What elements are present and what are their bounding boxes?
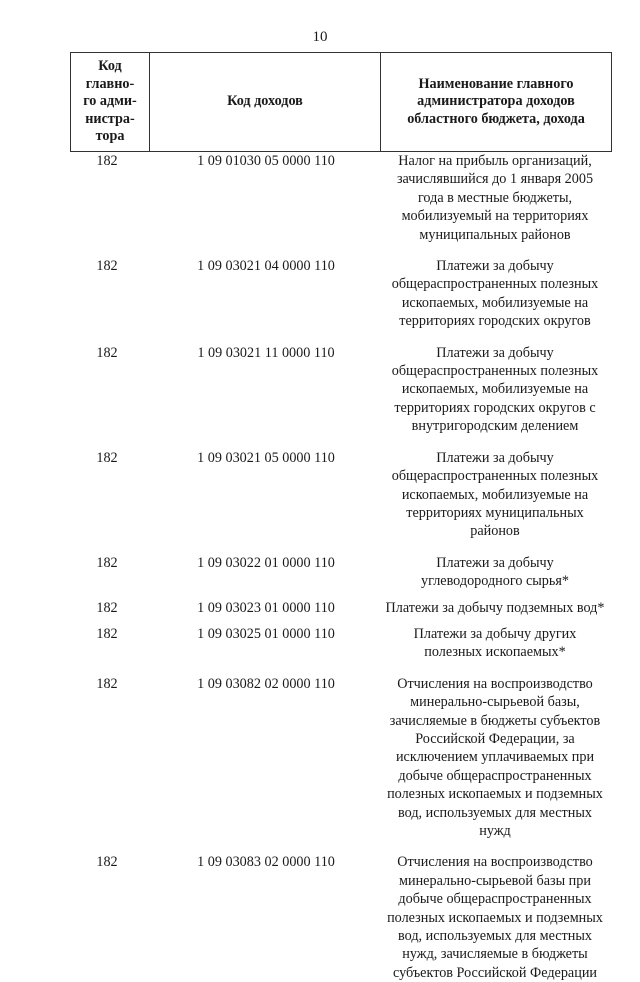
admin-code-cell: 182: [96, 854, 118, 871]
header-admin-code: [71, 53, 150, 152]
table-row: [71, 554, 612, 599]
table-row: [71, 599, 612, 625]
admin-code-cell: 182: [96, 599, 118, 616]
admin-code-cell: 182: [96, 153, 118, 169]
income-code-cell: 1 09 03025 01 0000 110: [197, 625, 335, 642]
admin-code-cell: 182: [96, 675, 118, 692]
income-name-cell: Платежи за добычу других полезных ископаемых*: [413, 625, 577, 661]
table-row: [71, 853, 612, 982]
income-name-cell: Платежи за добычу общераспространенных полезных ископаемых, мобилизуемые на территориях муниципальных районов: [391, 449, 599, 540]
admin-code-cell: 182: [96, 344, 118, 361]
income-name-cell: Налог на прибыль организаций, зачислявшийся до 1 января 2005 года в местные бюджеты, мобилизуемый на территориях муниципальных районов: [396, 153, 594, 243]
header-name: [381, 53, 612, 152]
income-code-cell: 1 09 03083 02 0000 110: [197, 854, 335, 871]
income-code-cell: 1 09 03021 11 0000 110: [197, 344, 335, 361]
income-code-cell: 1 09 01030 05 0000 110: [197, 153, 335, 169]
table-row: [71, 257, 612, 344]
header-name-text: Наименование главного администратора доходов областного бюджета, дохода: [407, 75, 585, 127]
table-row: [71, 675, 612, 854]
income-name-cell: Платежи за добычу общераспространенных полезных ископаемых, мобилизуемые на территориях городских округов: [391, 258, 599, 330]
income-code-cell: 1 09 03023 01 0000 110: [197, 599, 335, 616]
admin-code-cell: 182: [96, 258, 118, 275]
admin-code-cell: 182: [96, 625, 118, 642]
income-codes-table: [70, 52, 612, 982]
header-income-code-text: Код доходов: [227, 93, 303, 110]
header-admin-code-text: Код главно-го адми-нистра-тора: [83, 58, 137, 145]
income-code-cell: 1 09 03021 05 0000 110: [197, 449, 335, 466]
table-row: [71, 344, 612, 449]
table-row: [71, 152, 612, 258]
income-name-cell: Платежи за добычу углеводородного сырья*: [421, 554, 569, 590]
header-income-code: [150, 53, 381, 152]
table-row: [71, 449, 612, 554]
income-name-cell: Платежи за добычу общераспространенных полезных ископаемых, мобилизуемые на территориях городских округов с внутригородским делением: [391, 344, 599, 435]
table-row: [71, 625, 612, 675]
table-header-row: [71, 53, 612, 152]
income-name-cell: Отчисления на воспроизводство минерально-сырьевой базы, зачисляемые в бюджеты субъектов Российской Федерации, за исключением уплачиваемых при добыче общераспространенных полезных ископаемых и подземных вод, используемых для местных нужд: [387, 675, 603, 839]
admin-code-cell: 182: [96, 554, 118, 571]
income-name-cell: Отчисления на воспроизводство минерально-сырьевой базы при добыче общераспространенных полезных ископаемых и подземных вод, используемых для местных нужд, зачисляемые в бюджеты субъектов Российской Федерации: [387, 854, 603, 981]
income-code-cell: 1 09 03021 04 0000 110: [197, 258, 335, 275]
page-number: 10: [312, 29, 328, 45]
admin-code-cell: 182: [96, 449, 118, 466]
income-name-cell: Платежи за добычу подземных вод*: [385, 599, 605, 616]
income-code-cell: 1 09 03022 01 0000 110: [197, 554, 335, 571]
income-code-cell: 1 09 03082 02 0000 110: [197, 675, 335, 692]
